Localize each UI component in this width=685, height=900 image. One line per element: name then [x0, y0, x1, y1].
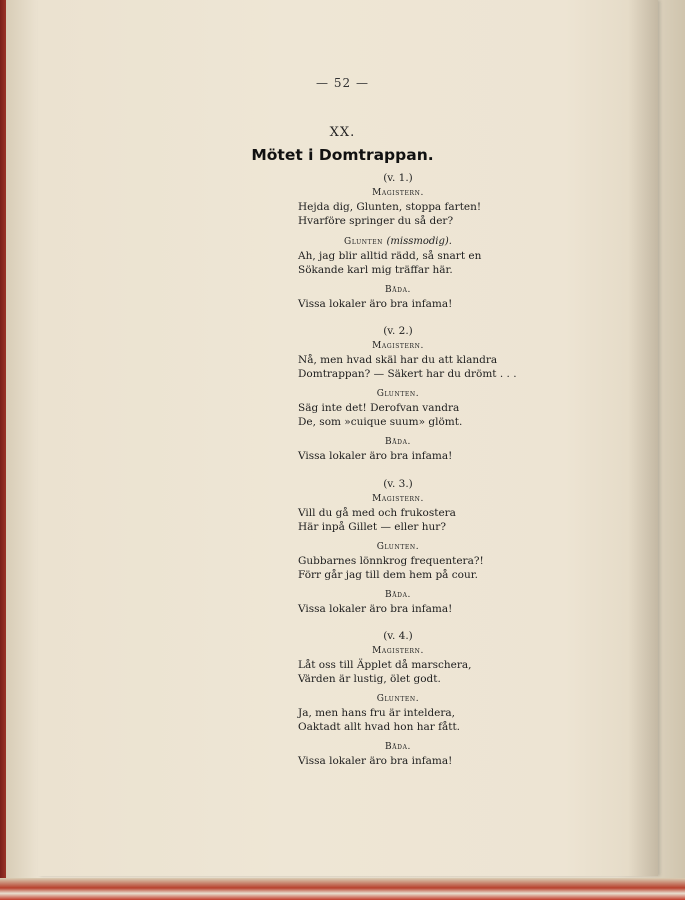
verse-1: [298, 172, 528, 311]
speaker-label: Glunten.: [376, 542, 420, 552]
verse-number: (v. 4.): [383, 630, 413, 642]
speaker-label: Båda.: [385, 742, 411, 752]
speaker-label: Båda.: [385, 437, 411, 447]
verse-line: Ja, men hans fru är inteldera,: [298, 707, 456, 719]
verse-line: Domtrappan? — Säkert har du drömt . . .: [298, 368, 517, 380]
speaker-label: Båda.: [385, 590, 411, 600]
refrain-line: Vissa lokaler äro bra infama!: [298, 450, 453, 462]
book-bottom-edge: [0, 878, 685, 900]
verse-number: (v. 3.): [383, 478, 413, 490]
speaker-label: Magistern.: [372, 494, 424, 504]
speaker-label: Magistern.: [372, 646, 424, 656]
verse-line: Ah, jag blir alltid rädd, så snart en: [298, 250, 482, 262]
verse-line: Förr går jag till dem hem på cour.: [298, 569, 478, 581]
speaker-label: Magistern.: [372, 188, 424, 198]
verse-line: De, som »cuique suum» glömt.: [298, 416, 463, 428]
verse-line: Hvarföre springer du så der?: [298, 215, 454, 227]
speaker-label: Magistern.: [372, 341, 424, 351]
verse-line: Oaktadt allt hvad hon har fått.: [298, 721, 461, 733]
refrain-line: Vissa lokaler äro bra infama!: [298, 298, 453, 310]
verse-3: [298, 478, 528, 616]
verse-number: (v. 2.): [383, 325, 413, 337]
speaker-label: Glunten.: [376, 389, 420, 399]
verse-4: [298, 630, 528, 768]
speaker-label: Båda.: [385, 285, 411, 295]
section-number: XX.: [329, 125, 356, 140]
verse-line: Låt oss till Äpplet då marschera,: [298, 659, 472, 671]
page-title: Mötet i Domtrappan.: [251, 146, 434, 164]
verse-line: Hejda dig, Glunten, stoppa farten!: [298, 201, 482, 213]
verse-line: Säg inte det! Derofvan vandra: [298, 402, 460, 414]
verse-line: Vill du gå med och frukostera: [298, 507, 456, 519]
verse-line: Gubbarnes lönnkrog frequentera?!: [298, 555, 484, 567]
stage-direction: (missmodig).: [386, 236, 452, 247]
verse-line: Nå, men hvad skäl har du att klandra: [298, 354, 498, 366]
refrain-line: Vissa lokaler äro bra infama!: [298, 755, 453, 767]
page-number: — 52 —: [316, 76, 369, 90]
verse-number: (v. 1.): [383, 172, 413, 184]
verse-line: Här inpå Gillet — eller hur?: [298, 521, 446, 533]
speaker-name: Glunten: [344, 237, 384, 247]
verse-line: Värden är lustig, ölet godt.: [298, 673, 441, 685]
refrain-line: Vissa lokaler äro bra infama!: [298, 603, 453, 615]
verse-line: Sökande karl mig träffar här.: [298, 264, 453, 276]
speaker-label: Glunten.: [376, 694, 420, 704]
speaker-label: [298, 236, 498, 247]
verse-2: [298, 325, 528, 463]
